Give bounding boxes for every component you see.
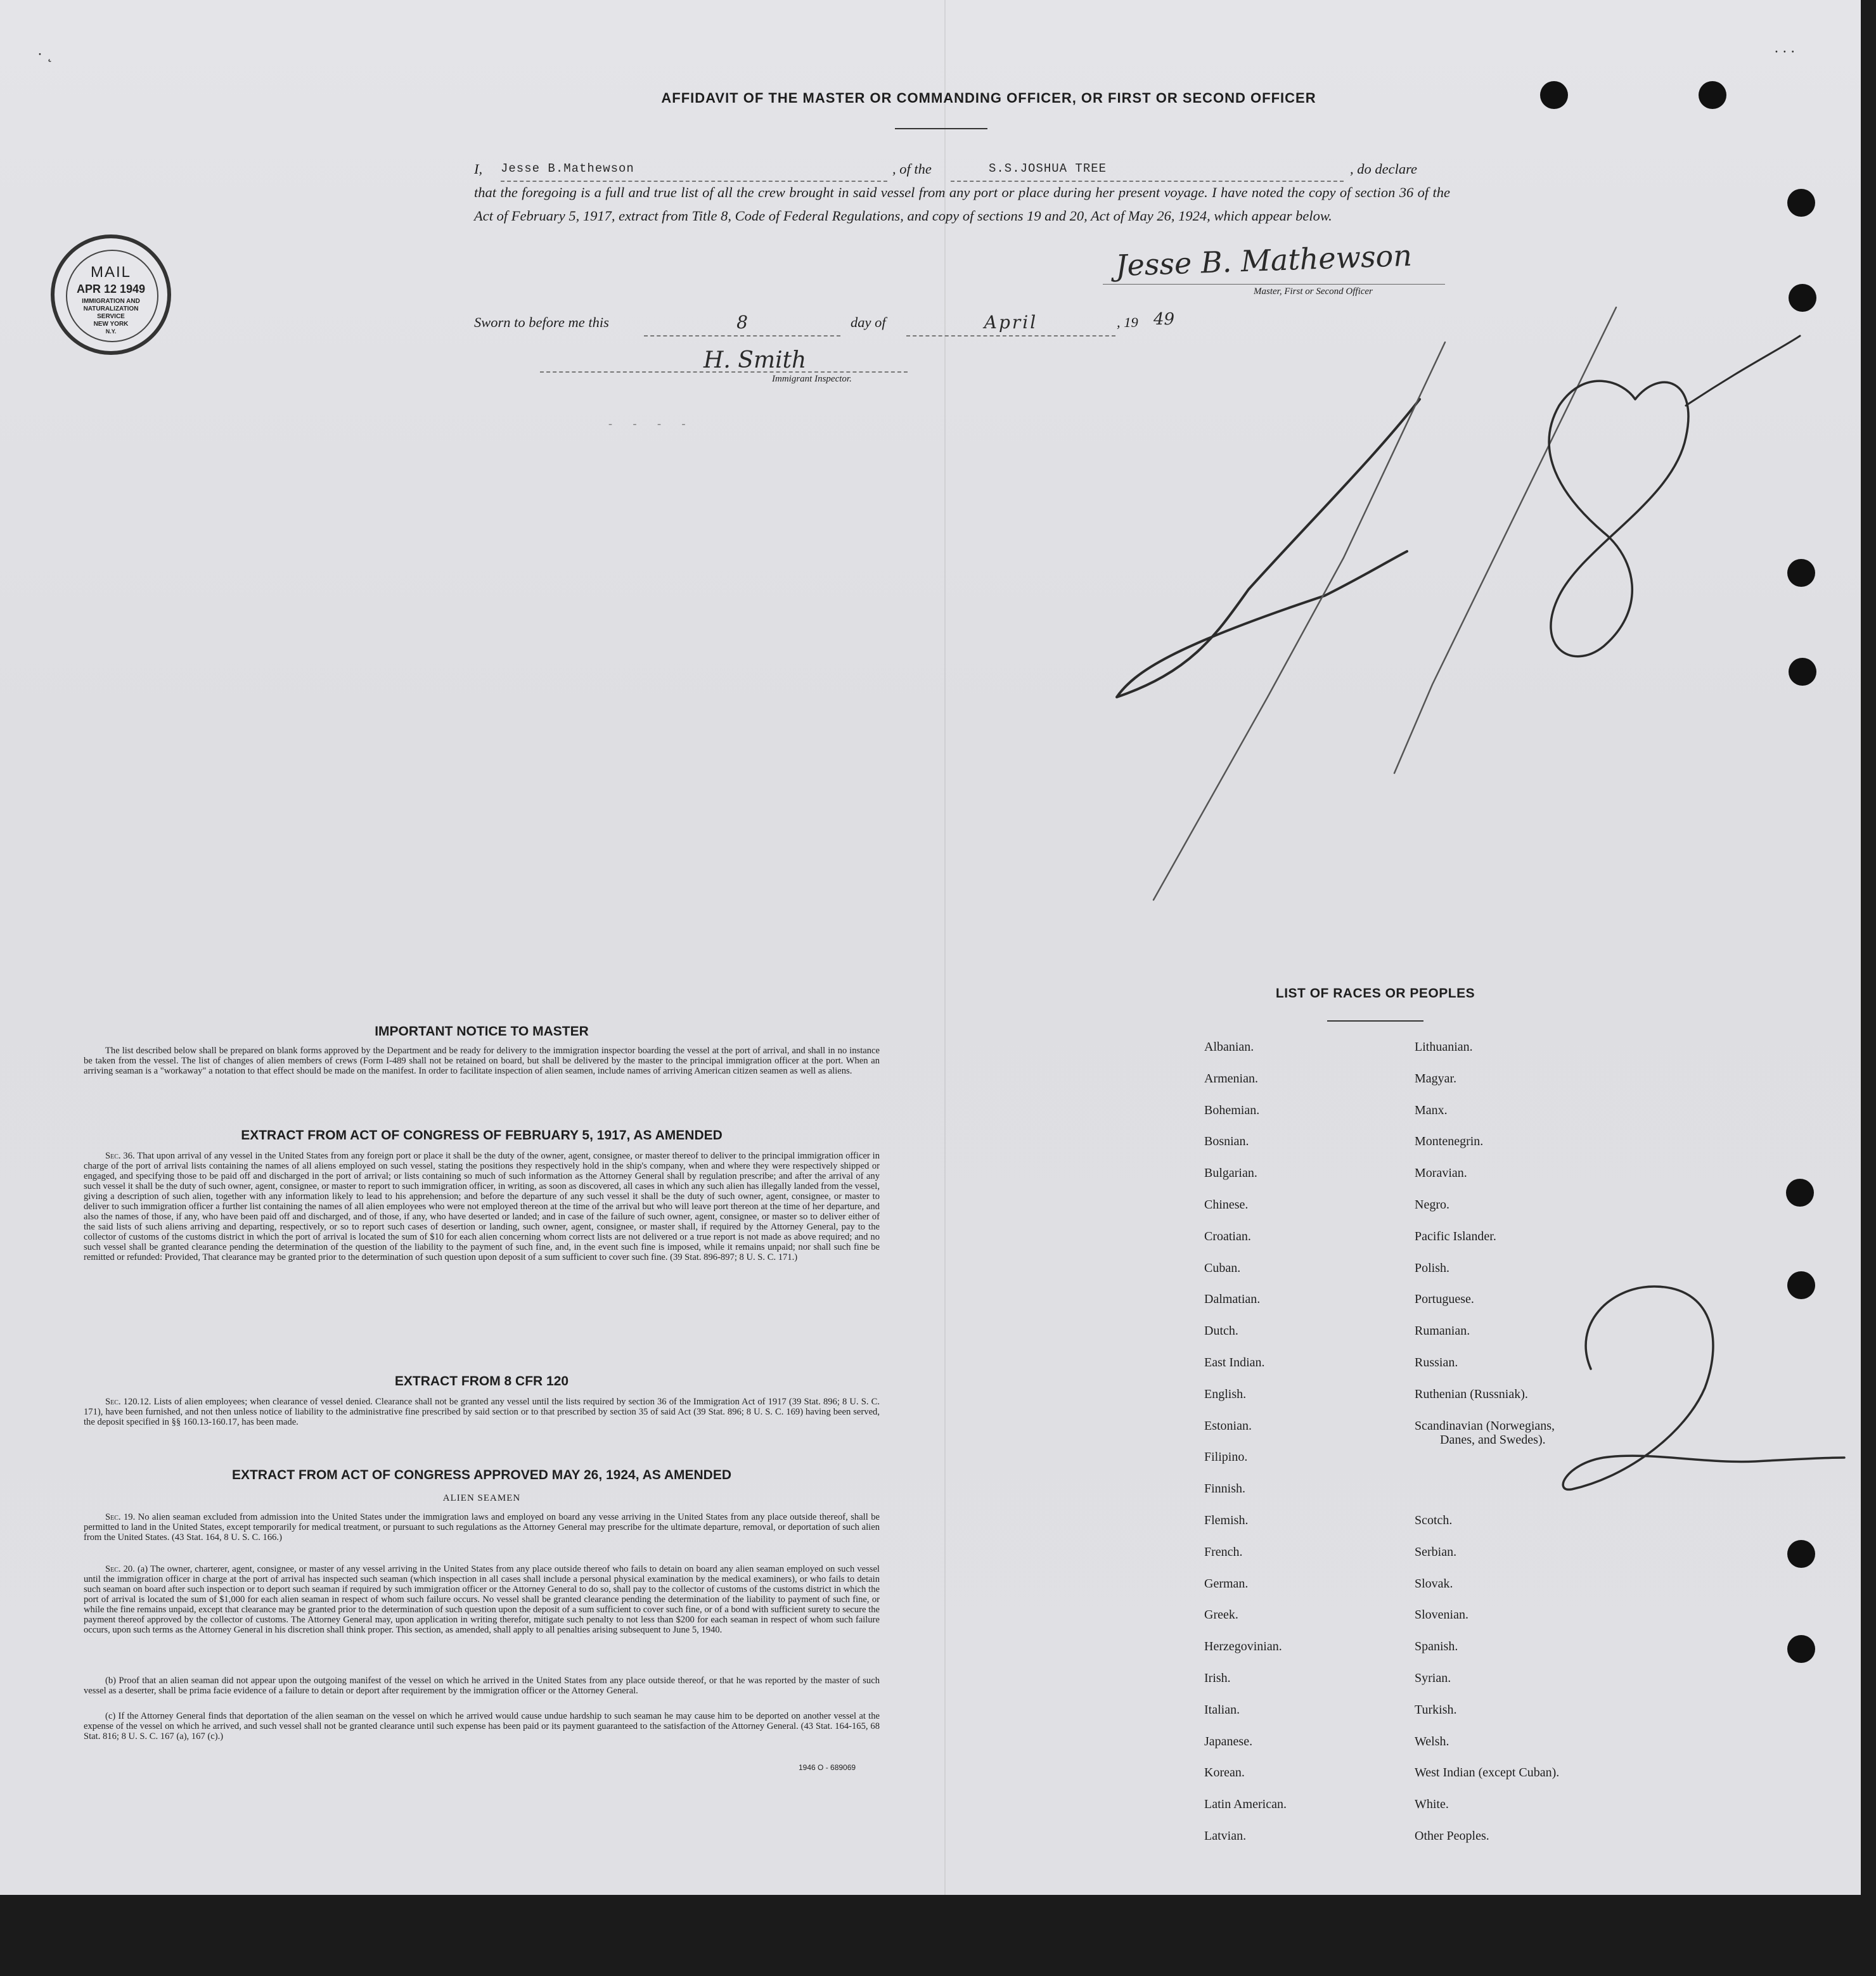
race-item: Montenegrin. xyxy=(1415,1134,1484,1148)
race-item: Bosnian. xyxy=(1204,1134,1249,1148)
declaration-body: that the foregoing is a full and true list of all the crew brought in said vessel from any port or place during her present voyage. I have noted the copy of section 36 of the Act of February 5, 1917, extract from Title 8, Code of Federal Regulations, and copy of sections 19 and 20, Act of May 26, 1924, which appear below. xyxy=(474,184,1450,224)
heading-rule xyxy=(895,128,987,129)
extract-1917-title: EXTRACT FROM ACT OF CONGRESS OF FEBRUARY 5, 1917, AS AMENDED xyxy=(241,1128,723,1143)
race-item: Cuban. xyxy=(1204,1261,1241,1275)
race-item: French. xyxy=(1204,1545,1243,1559)
sworn-month: April xyxy=(984,312,1038,333)
extract-cfr-text xyxy=(84,1397,880,1427)
stamp-line4: NEW YORK xyxy=(93,321,129,328)
race-item: Dutch. xyxy=(1204,1324,1238,1338)
sec-120-label: Sec. 120.12. xyxy=(105,1397,151,1407)
race-item: Danes, and Swedes). xyxy=(1440,1433,1546,1447)
handwritten-2-drawing xyxy=(1546,1274,1851,1527)
stamp-date: APR 12 1949 xyxy=(76,283,146,295)
inspector-caption: Immigrant Inspector. xyxy=(772,374,852,384)
affidavit-heading: AFFIDAVIT OF THE MASTER OR COMMANDING OFFICER, OR FIRST OR SECOND OFFICER xyxy=(661,90,1316,106)
inspector-signature: H. Smith xyxy=(704,347,807,373)
signature-line xyxy=(1103,284,1445,285)
punch-hole xyxy=(1787,189,1815,217)
race-item: Bulgarian. xyxy=(1204,1166,1257,1180)
race-item: Latin American. xyxy=(1204,1797,1287,1811)
race-item: Russian. xyxy=(1415,1356,1458,1370)
race-item: Latvian. xyxy=(1204,1829,1247,1843)
vessel-name: S.S.JOSHUA TREE xyxy=(989,162,1107,176)
sec-19-label: Sec. 19. xyxy=(105,1512,136,1522)
race-item: Italian. xyxy=(1204,1703,1240,1717)
race-item: Bohemian. xyxy=(1204,1103,1260,1117)
print-code: 1946 O - 689069 xyxy=(799,1763,856,1772)
handwritten-number-418 xyxy=(1077,292,1806,925)
race-item: Manx. xyxy=(1415,1103,1448,1117)
punch-hole xyxy=(1699,81,1726,109)
race-item: Estonian. xyxy=(1204,1419,1252,1433)
punch-hole xyxy=(1786,1179,1814,1207)
race-item: Rumanian. xyxy=(1415,1324,1470,1338)
sec-20b-text: (b) Proof that an alien seaman did not appear upon the outgoing manifest of the vessel on which he arrived in the United States from any place outside thereof, or that he was reported by the master of such vessel as a deserter, shall be prima facie evidence of a failure to detain or deport after requirement by the immigration officer or the Attorney General. xyxy=(84,1676,880,1696)
race-item: Pacific Islander. xyxy=(1415,1229,1496,1243)
corner-mark: ⸱ ⸱ ⸱ xyxy=(1775,44,1795,60)
year-prefix: , 19 xyxy=(1117,314,1138,330)
notice-text: The list described below shall be prepared on blank forms approved by the Department and be ready for delivery to the immigration inspector boarding the vessel at the port of arrival, and shall in no instance be taken from the vessel. The list of changes of alien members of crews (Form I-489 shall not be retained on board, but shall be delivered by the master to the principal immigration officer at the port. When an arriving seaman is a "workaway" a notation to that effect should be made on the manifest. In order to facilitate inspection of alien seamen, include names of arriving American citizen seamen as well as aliens. xyxy=(84,1046,880,1076)
do-declare-text: , do declare xyxy=(1350,161,1418,177)
race-item: Finnish. xyxy=(1204,1482,1246,1496)
vessel-name-field xyxy=(951,157,1344,182)
sec-36-label: Sec. 36. xyxy=(105,1151,135,1161)
sec-20a-body: (a) The owner, charterer, agent, consignee, or master of any vessel arriving in the United States from any place outside thereof who fails to detain on board any alien seaman employed on such vessel until the immigration officer in charge at the port of arrival has inspected such seaman (which inspection in all cases shall include a personal physical examination by the medical examiners), or who fails to detain such seaman on board after such inspection or to deport such seaman if required by such immigration officer or the Attorney General to do so, shall pay to the collector of customs of the customs district in which the port of arrival is located the sum of $1,000 for each alien seaman in respect of whom such failure occurs. No vessel shall be granted clearance pending the determination of the liability to payment of such fine, or while the fine remains unpaid, except that clearance may be granted prior to the determination of such question upon the deposit of a sum sufficient to cover such fine, or of a bond with sufficient surety to secure the payment thereof approved by the collector of customs. The Attorney General may, upon application in writing therefor, mitigate such penalty to not less than $200 for each seaman in respect of whom such failure occurs, upon such terms as the Attorney General in his discretion shall think proper. This section, as amended, shall apply to all penalties arising subsequent to June 5, 1940. xyxy=(84,1564,880,1635)
race-item: Slovenian. xyxy=(1415,1608,1468,1622)
race-item: Serbian. xyxy=(1415,1545,1457,1559)
stamp-mail: MAIL xyxy=(90,264,131,281)
extract-cfr-title: EXTRACT FROM 8 CFR 120 xyxy=(394,1374,569,1389)
race-item: Portuguese. xyxy=(1415,1292,1474,1306)
sec-20c-text: (c) If the Attorney General finds that deportation of the alien seaman on the vessel on which he arrived would cause undue hardship to such seaman he may cause him to be deported on another vessel at the expense of the vessel on which he arrived, and such vessel shall not be granted clearance until such expense has been paid or its payment guaranteed to the satisfaction of the Attorney General. (43 Stat. 164-165, 68 Stat. 816; 8 U. S. C. 167 (a), 167 (c).) xyxy=(84,1711,880,1742)
sec-19-body: No alien seaman excluded from admission into the United States under the immigration laws and employed on board any vesse arriving in the United States from any place outside thereof, shall be permitted to land in the United States, except temporarily for medical treatment, or pursuant to such regulations as the Attorney General may prescribe for the ultimate departure, removal, or deportation of such alien from the United States. (43 Stat. 164, 8 U. S. C. 166.) xyxy=(84,1512,880,1543)
stray-marks: - - - - xyxy=(608,417,695,430)
sec-19-text xyxy=(84,1512,880,1543)
race-item: Spanish. xyxy=(1415,1639,1458,1653)
race-item: Flemish. xyxy=(1204,1513,1249,1527)
stamp-line5: N.Y. xyxy=(105,328,117,335)
affidavit-declaration xyxy=(474,157,1450,228)
sworn-text: Sworn to before me this xyxy=(474,314,609,330)
of-the-text: , of the xyxy=(892,161,932,177)
race-item: Albanian. xyxy=(1204,1040,1254,1054)
punch-hole xyxy=(1787,1635,1815,1663)
races-title-rule xyxy=(1327,1020,1423,1022)
race-item: Magyar. xyxy=(1415,1072,1457,1086)
race-item: Scandinavian (Norwegians, xyxy=(1415,1419,1555,1433)
race-item: White. xyxy=(1415,1797,1449,1811)
handwritten-418-drawing xyxy=(1077,292,1806,925)
race-item: English. xyxy=(1204,1387,1247,1401)
race-item: Armenian. xyxy=(1204,1072,1258,1086)
stamp-line1: IMMIGRATION AND xyxy=(82,298,140,305)
stamp-line2: NATURALIZATION xyxy=(83,305,139,312)
master-signature: Jesse B. Mathewson xyxy=(1115,238,1413,283)
race-item: Filipino. xyxy=(1204,1450,1248,1464)
master-name: Jesse B.Mathewson xyxy=(501,162,634,176)
extract-1917-text xyxy=(84,1151,880,1262)
year-suffix: 49 xyxy=(1153,310,1175,329)
race-item: Welsh. xyxy=(1415,1735,1449,1748)
handwritten-number-2 xyxy=(1546,1274,1851,1527)
corner-mark: ⸱ ˛ xyxy=(38,47,53,63)
sec-20a-text xyxy=(84,1564,880,1635)
fold-line xyxy=(944,0,946,1895)
race-item: Ruthenian (Russniak). xyxy=(1415,1387,1528,1401)
sworn-day: 8 xyxy=(736,312,748,333)
race-item: Negro. xyxy=(1415,1198,1449,1212)
sec-120-body: Lists of alien employees; when clearance of vessel denied. Clearance shall not be granted any vessel until the lists required by section 36 of the Immigration Act of 1917 (39 Stat. 896; 8 U. S. C. 171), have been furnished, and not then unless notice of liability to the administrative fine prescribed by said section or to that prescribed by section 35 of said Act (39 Stat. 896; 8 U. S. C. 169) having been served, the deposit specified in §§ 160.13-160.17, has been made. xyxy=(84,1397,880,1427)
race-item: German. xyxy=(1204,1577,1249,1591)
declaration-i: I, xyxy=(474,161,483,177)
stamp-line3: SERVICE xyxy=(97,313,125,320)
declaration-line-1 xyxy=(474,157,1450,181)
race-item: East Indian. xyxy=(1204,1356,1265,1370)
race-item: Turkish. xyxy=(1415,1703,1457,1717)
notice-title: IMPORTANT NOTICE TO MASTER xyxy=(375,1024,589,1039)
ins-mail-stamp xyxy=(51,234,171,355)
race-item: Croatian. xyxy=(1204,1229,1251,1243)
race-item: Irish. xyxy=(1204,1671,1231,1685)
race-item: Polish. xyxy=(1415,1261,1450,1275)
race-item: Lithuanian. xyxy=(1415,1040,1473,1054)
sec-20-label: Sec. 20. xyxy=(105,1564,135,1574)
race-item: Moravian. xyxy=(1415,1166,1467,1180)
day-of-text: day of xyxy=(851,314,886,330)
sworn-day-field xyxy=(644,311,840,337)
master-name-field xyxy=(501,157,887,182)
races-title: LIST OF RACES OR PEOPLES xyxy=(1275,986,1475,1001)
race-item: Japanese. xyxy=(1204,1735,1253,1748)
extract-1924-title: EXTRACT FROM ACT OF CONGRESS APPROVED MAY 26, 1924, AS AMENDED xyxy=(231,1468,732,1482)
race-item: Korean. xyxy=(1204,1766,1245,1780)
punch-hole xyxy=(1787,1540,1815,1568)
inspector-signature-line xyxy=(540,371,908,373)
race-item: Syrian. xyxy=(1415,1671,1451,1685)
master-signature-caption: Master, First or Second Officer xyxy=(1254,286,1373,297)
punch-hole xyxy=(1540,81,1568,109)
race-item: Other Peoples. xyxy=(1415,1829,1489,1843)
race-item: Scotch. xyxy=(1415,1513,1453,1527)
race-item: Herzegovinian. xyxy=(1204,1639,1282,1653)
race-item: Greek. xyxy=(1204,1608,1238,1622)
race-item: West Indian (except Cuban). xyxy=(1415,1766,1560,1780)
race-item: Slovak. xyxy=(1415,1577,1453,1591)
sec-36-body: That upon arrival of any vessel in the United States from any foreign port or place it shall be the duty of the owner, agent, consignee, or master thereof to deliver to the principal immigration officer in charge of the port of arrival lists containing the names of all aliens employed on such vessel, stating the positions they respectively hold in the ship's company, when and where they were respectively shipped or engaged, and specifying those to be paid off and discharged in the port of arrival; or lists containing so much of such information as the Attorney General shall by regulation prescribe; and after the arrival of any such vessel it shall be the duty of such owner, agent, consignee, or master to report to such immigration officer, in writing, as soon as discovered, all cases in which any such alien has illegally landed from the vessel, giving a description of such alien, together with any information likely to lead to his apprehension; and before the departure of any such vessel it shall be the duty of such owner, agent, consignee, or master to deliver to such immigration officer a further list containing the names of all alien employees who were not employed thereon at the time of the arrival but who will leave port thereon at the time of her departure, and also the names of those, if any, who have been paid off and discharged, and of those, if any, who have deserted or landed; and in case of the failure of such owner, agent, consignee, or master so to deliver either of the said lists of such aliens arriving and departing, respectively, or so to report such cases of desertion or landing, such owner, agent, consignee, or master shall, if required by the Attorney General, pay to the collector of customs of the customs district in which the port of arrival is located the sum of $10 for each alien concerning whom correct lists are not delivered or a true report is not made as above required; and no such vessel shall be granted clearance pending the determination of the question of the liability to the payment of such fine, and, in the event such fine is imposed, while it remains unpaid; nor shall such fine be remitted or refunded: Provided, That clearance may be granted prior to the determination of such question upon deposit of a sum sufficient to cover such fine. (39 Stat. 896-897; 8 U. S. C. 171.) xyxy=(84,1151,880,1262)
extract-1924-subtitle: ALIEN SEAMEN xyxy=(442,1493,521,1503)
race-item: Chinese. xyxy=(1204,1198,1249,1212)
race-item: Dalmatian. xyxy=(1204,1292,1261,1306)
